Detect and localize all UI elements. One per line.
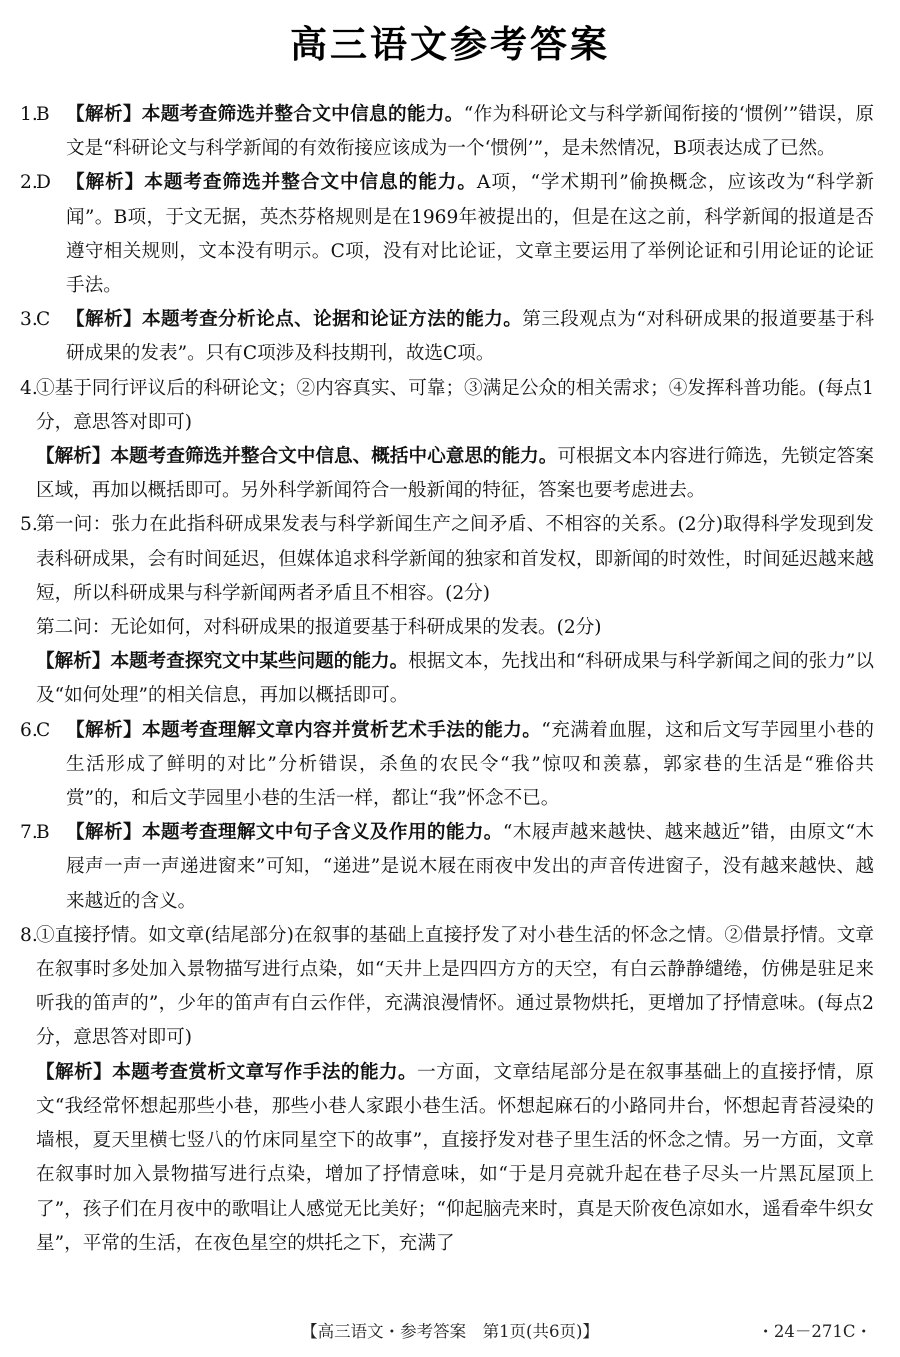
analysis-stem: 本题考查理解文章内容并赏析艺术手法的能力。	[142, 719, 542, 741]
analysis-stem: 本题考查赏析文章写作手法的能力。	[112, 1061, 418, 1083]
analysis-text: “作为科研论文与科学新闻衔接的‘惯例’”错误，原文是“科研论文与科学新闻的有效衔接应该成为一个‘惯例’”，是未然情况，B项表达成了已然。	[66, 104, 874, 160]
item-body	[66, 166, 874, 303]
analysis-tag: 【解析】	[36, 651, 111, 673]
analysis-text: 根据文本，先找出和“科研成果与科学新闻之间的张力”以及“如何处理”的相关信息，再加以概括即可。	[36, 651, 874, 707]
item-answer: B	[36, 822, 50, 844]
item-number: 5.	[20, 514, 38, 536]
item-number: 7.	[20, 822, 38, 844]
answer-item-4	[20, 372, 874, 440]
analysis-tag: 【解析】	[66, 309, 143, 331]
item-answer: C	[36, 719, 51, 741]
analysis-stem: 本题考查探究文中某些问题的能力。	[110, 651, 409, 673]
item-answer: D	[36, 172, 51, 194]
answer-item-7	[20, 816, 874, 919]
item-answer-text: ①直接抒情。如文章(结尾部分)在叙事的基础上直接抒发了对小巷生活的怀念之情。②借景抒情。文章在叙事时多处加入景物描写进行点染，如“天井上是四四方方的天空，有白云静静缱绻，仿佛是驻足来听我的笛声的”，少年的笛声有白云作伴，充满浪漫情怀。通过景物烘托，更增加了抒情意味。(每点2分，意思答对即可)	[36, 924, 874, 1049]
analysis-tag: 【解析】	[36, 446, 111, 468]
analysis-text: A项，“学术期刊”偷换概念，应该改为“科学新闻”。B项，于文无据，英杰芬格规则是在1969年被提出的，但是在这之前，科学新闻的报道是否遵守相关规则，文本没有明示。C项，没有对比论证，文章主要运用了举例论证和引用论证的论证手法。	[66, 172, 874, 297]
analysis-tag: 【解析】	[66, 822, 142, 844]
analysis-tag: 【解析】	[66, 719, 143, 741]
item-answer-text: ①基于同行评议后的科研论文；②内容真实、可靠；③满足公众的相关需求；④发挥科普功能。(每点1分，意思答对即可)	[36, 377, 874, 433]
item-body	[66, 303, 874, 371]
answer-list	[20, 98, 874, 1261]
analysis-block-8	[20, 1056, 874, 1261]
analysis-tag: 【解析】	[66, 172, 145, 194]
footer-code: ・24－271C・	[757, 1322, 872, 1341]
page-title: 高三语文参考答案	[290, 23, 610, 66]
answer-item-1	[20, 98, 874, 166]
analysis-stem: 本题考查筛选并整合文中信息、概括中心意思的能力。	[110, 446, 558, 468]
item-body	[66, 98, 874, 166]
footer-page-info: 【高三语文・参考答案 第1页(共6页)】	[301, 1322, 599, 1341]
answer-item-6	[20, 714, 874, 817]
item-body	[66, 816, 874, 919]
item-answer: B	[36, 104, 50, 125]
item-number: 8.	[20, 924, 38, 946]
item-number: 2.	[20, 172, 38, 194]
analysis-text: 一方面，文章结尾部分是在叙事基础上的直接抒情，原文“我经常怀想起那些小巷，那些小巷人家跟小巷生活。怀想起麻石的小路同井台，怀想起青苔浸染的墙根，夏天里横七竖八的竹床同星空下的故事”，直接抒发对巷子里生活的怀念之情。另一方面，文章在叙事时加入景物描写进行点染，增加了抒情意味，如“于是月亮就升起在巷子尽头一片黑瓦屋顶上了”，孩子们在月夜中的歌唱让人感觉无比美好；“仰起脑壳来时，真是天阶夜色凉如水，遥看牵牛织女星”，平常的生活，在夜色星空的烘托之下，充满了	[36, 1061, 874, 1254]
second-question: 第二问：无论如何，对科研成果的报道要基于科研成果的发表。(2分)	[36, 617, 602, 639]
analysis-text: 可根据文本内容进行筛选，先锁定答案区域，再加以概括即可。另外科学新闻符合一般新闻的特征，答案也要考虑进去。	[36, 446, 874, 502]
item-body	[66, 714, 874, 817]
analysis-stem: 本题考查理解文中句子含义及作用的能力。	[141, 822, 503, 844]
answer-item-8	[20, 919, 874, 1056]
analysis-stem: 本题考查分析论点、论据和论证方法的能力。	[142, 309, 523, 331]
analysis-text: 第三段观点为“对科研成果的报道要基于科研成果的发表”。只有C项涉及科技期刊，故选C项。	[66, 309, 874, 365]
item-number: 3.	[20, 309, 38, 331]
item-number: 4.	[20, 377, 38, 399]
item-answer: C	[36, 309, 51, 331]
answer-item-3	[20, 303, 874, 371]
analysis-tag: 【解析】	[36, 1061, 113, 1083]
answer-item-2	[20, 166, 874, 303]
analysis-text: “充满着血腥，这和后文写芋园里小巷的生活形成了鲜明的对比”分析错误，杀鱼的农民令“我”惊叹和羡慕，郭家巷的生活是“雅俗共赏”的，和后文芋园里小巷的生活一样，都让“我”怀念不已。	[66, 719, 874, 810]
analysis-text: “木屐声越来越快、越来越近”错，由原文“木屐声一声一声递进窗来”可知，“递进”是说木屐在雨夜中发出的声音传进窗子，没有越来越快、越来越近的含义。	[66, 822, 874, 912]
item-answer-text: 第一问：张力在此指科研成果发表与科学新闻生产之间矛盾、不相容的关系。(2分)取得科学发现到发表科研成果，会有时间延迟，但媒体追求科学新闻的独家和首发权，即新闻的时效性，时间延迟越来越短，所以科研成果与科学新闻两者矛盾且不相容。(2分)	[36, 514, 874, 604]
analysis-stem: 本题考查筛选并整合文中信息的能力。	[144, 172, 477, 194]
analysis-stem: 本题考查筛选并整合文中信息的能力。	[141, 104, 464, 125]
analysis-tag: 【解析】	[66, 104, 142, 125]
item-number: 6.	[20, 719, 38, 741]
analysis-block-5	[20, 645, 874, 713]
item-number: 1.	[20, 104, 38, 125]
answer-item-5	[20, 508, 874, 611]
analysis-block-4	[20, 440, 874, 508]
